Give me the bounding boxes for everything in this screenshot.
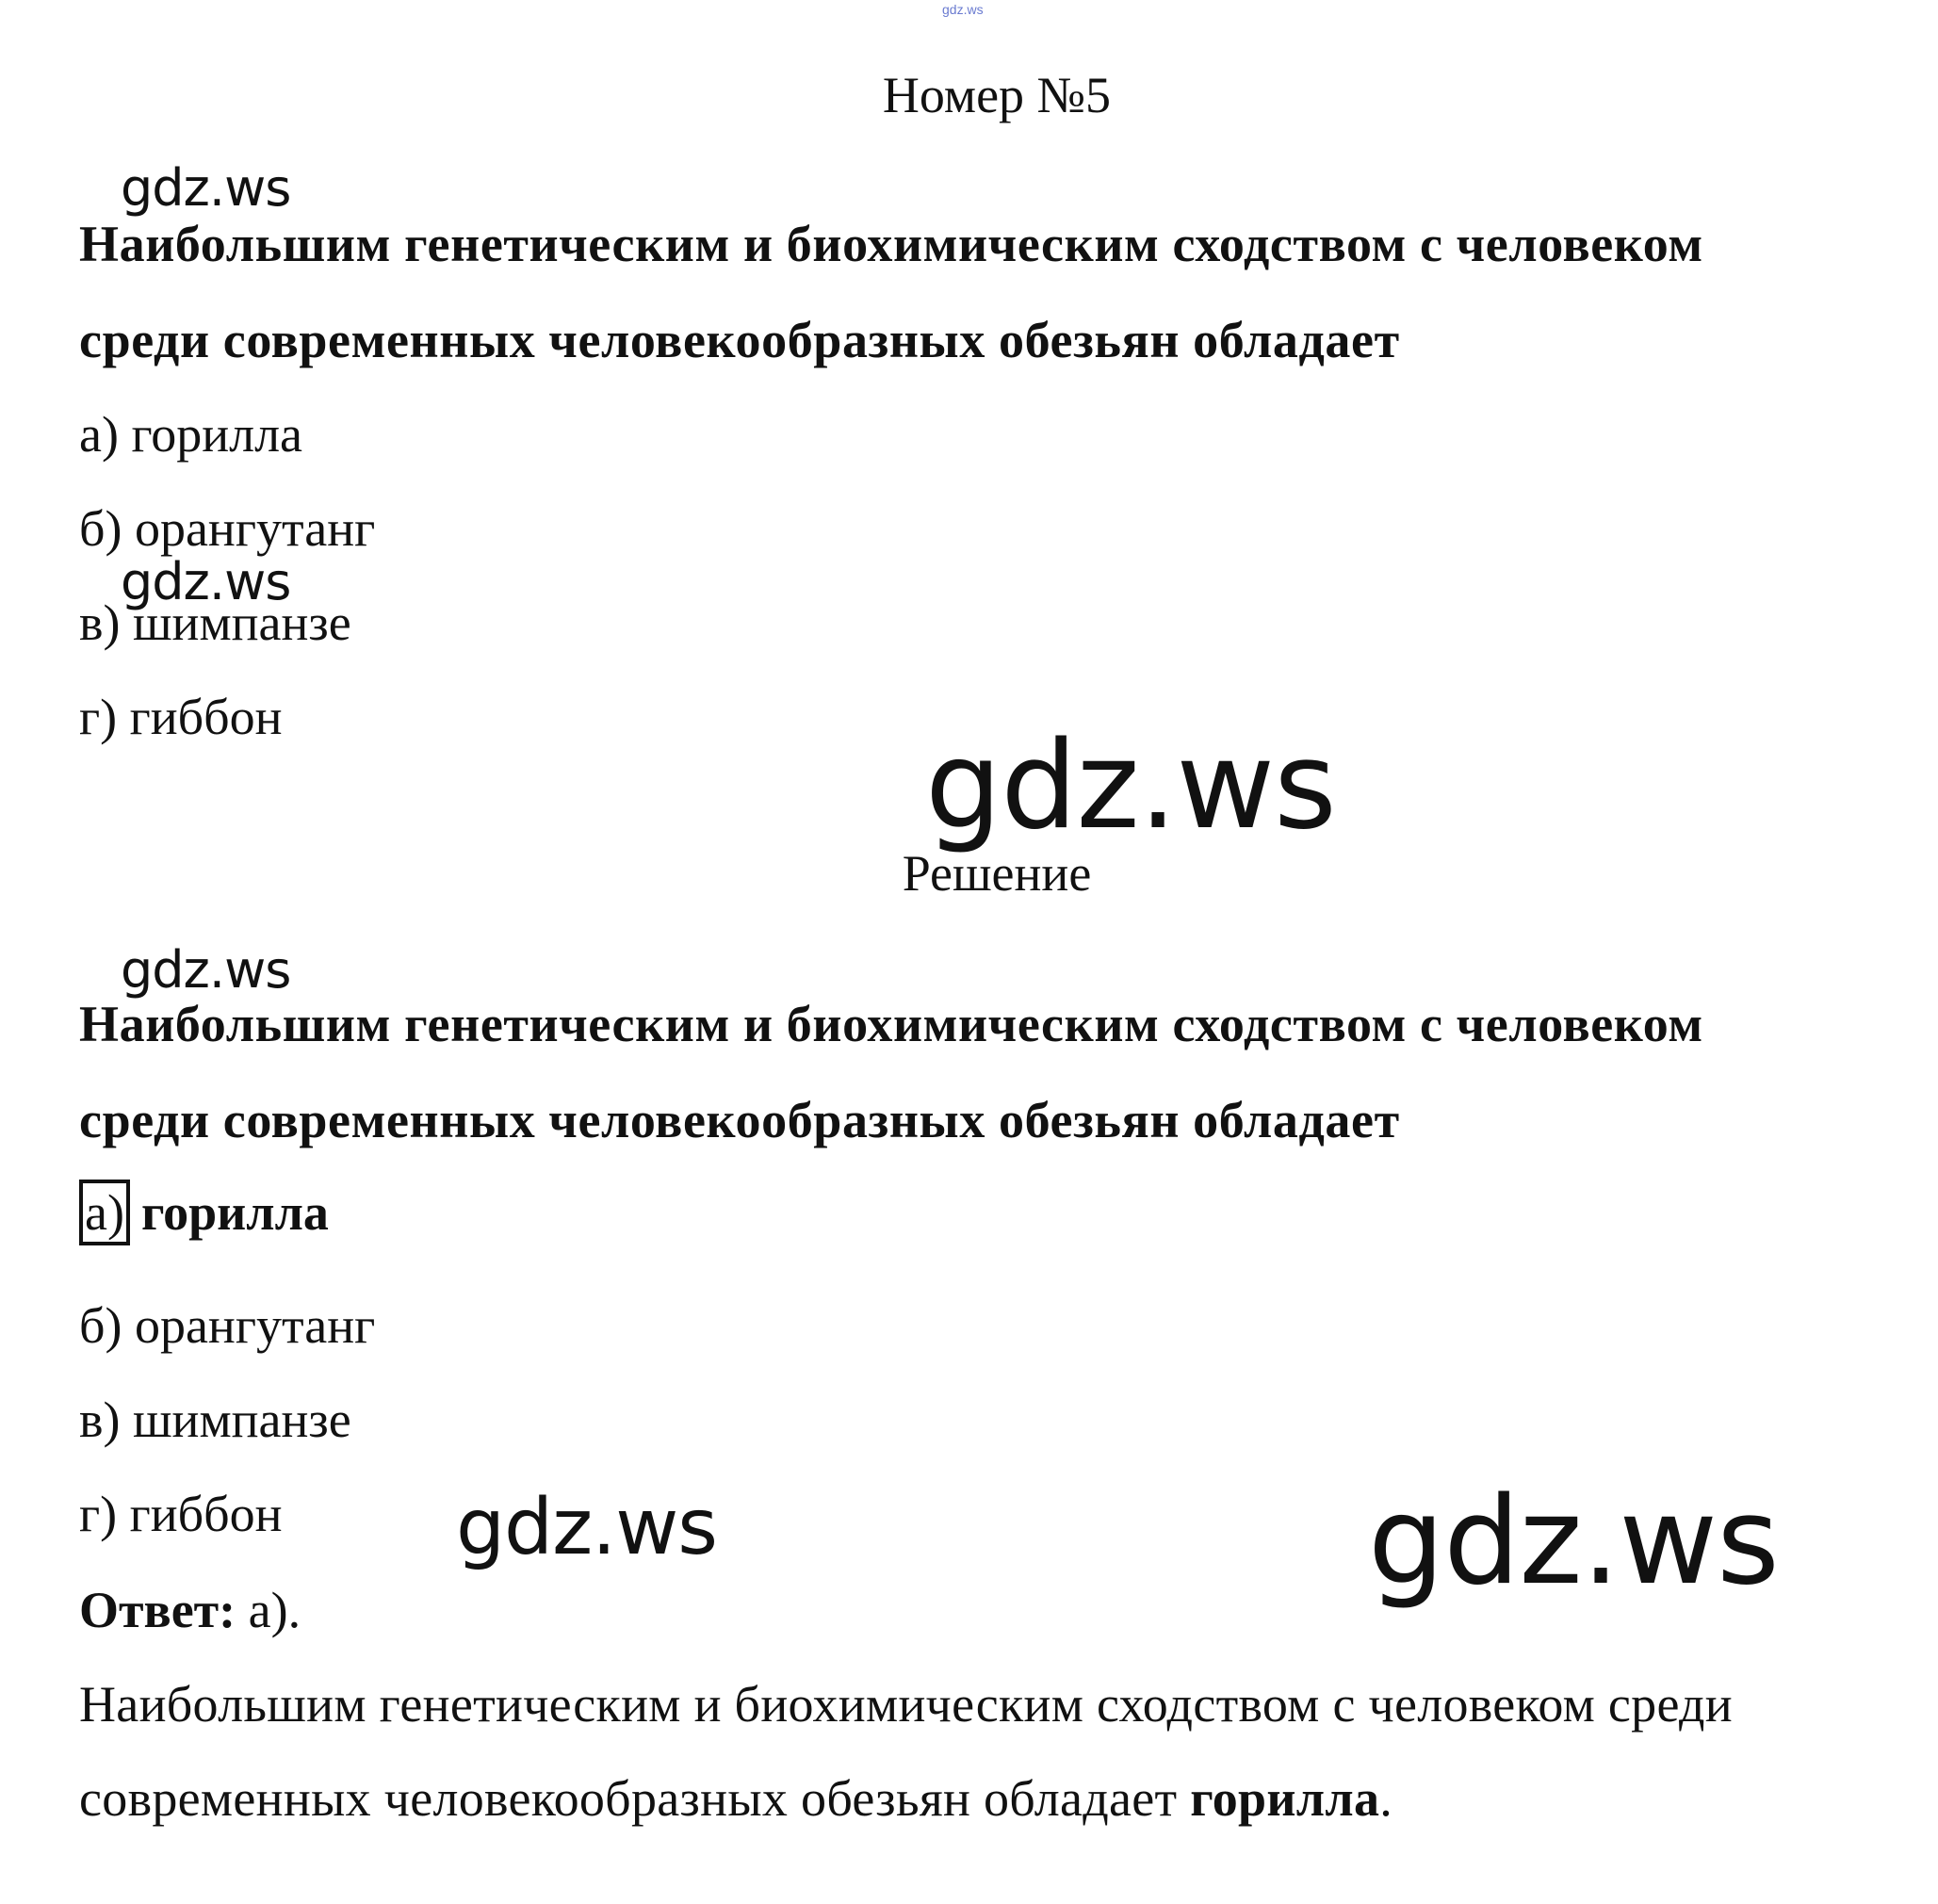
option-c: в) шимпанзе bbox=[79, 594, 351, 651]
explanation-line-1: Наибольшим генетическим и биохимическим сходством с человеком среди bbox=[79, 1676, 1733, 1733]
selected-answer-box: а) bbox=[79, 1180, 130, 1245]
solution-option-c: в) шимпанзе bbox=[79, 1391, 351, 1448]
explanation-text: современных человекообразных обезьян обладает bbox=[79, 1770, 1178, 1827]
answer-line bbox=[79, 1581, 301, 1639]
answer-value: а). bbox=[248, 1582, 301, 1638]
option-a: а) горилла bbox=[79, 406, 303, 463]
selected-answer-text: горилла bbox=[140, 1184, 329, 1241]
watermark: gdz.ws bbox=[1368, 1472, 1779, 1612]
solution-question-line-1: Наибольшим генетическим и биохимическим сходством с человеком bbox=[79, 996, 1703, 1052]
explanation-period: . bbox=[1379, 1770, 1393, 1827]
watermark: gdz.ws bbox=[121, 552, 291, 611]
solution-option-a-selected bbox=[79, 1180, 329, 1245]
solution-option-b: б) орангутанг bbox=[79, 1297, 376, 1354]
page-title: Номер №5 bbox=[882, 67, 1112, 123]
watermark: gdz.ws bbox=[456, 1483, 717, 1572]
top-watermark: gdz.ws bbox=[942, 2, 984, 17]
option-b: б) орангутанг bbox=[79, 500, 376, 557]
watermark: gdz.ws bbox=[925, 716, 1336, 856]
explanation-line-2 bbox=[79, 1769, 1392, 1828]
solution-heading: Решение bbox=[902, 845, 1092, 902]
watermark: gdz.ws bbox=[121, 940, 291, 1000]
answer-label: Ответ: bbox=[79, 1582, 236, 1638]
solution-question-line-2: среди современных человекообразных обезьян обладает bbox=[79, 1092, 1400, 1148]
option-d: г) гиббон bbox=[79, 689, 283, 745]
question-line-1: Наибольшим генетическим и биохимическим сходством с человеком bbox=[79, 216, 1703, 272]
question-line-2: среди современных человекообразных обезьян обладает bbox=[79, 312, 1400, 368]
solution-option-d: г) гиббон bbox=[79, 1486, 283, 1542]
explanation-answer: горилла bbox=[1190, 1770, 1380, 1827]
watermark: gdz.ws bbox=[121, 158, 291, 218]
